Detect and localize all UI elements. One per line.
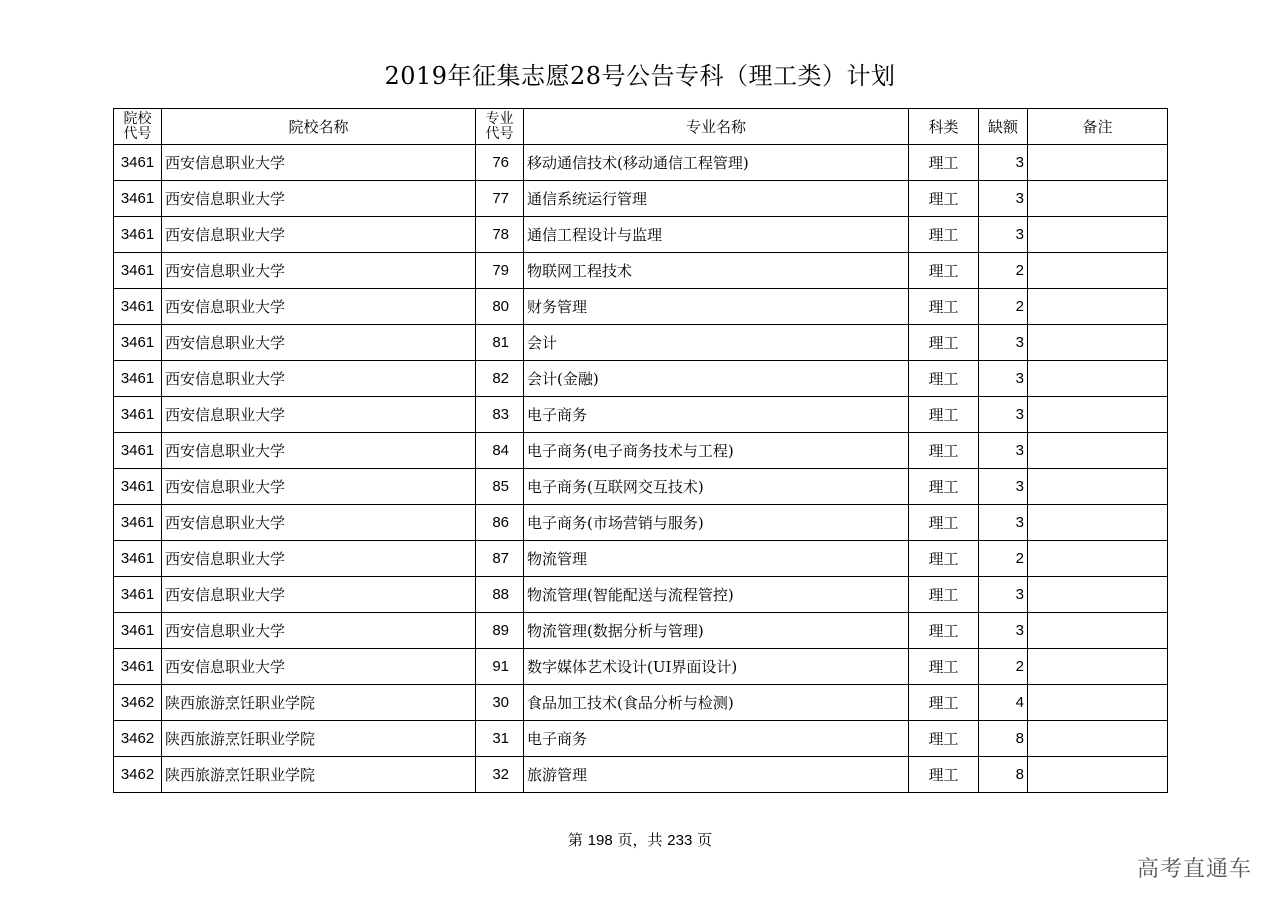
cell-school-name: 西安信息职业大学 xyxy=(162,289,476,325)
cell-major-name: 通信系统运行管理 xyxy=(524,181,909,217)
header-major-code-line1: 专业 xyxy=(485,110,514,127)
header-notes: 备注 xyxy=(1028,109,1168,145)
plan-table xyxy=(113,108,1168,793)
page-footer xyxy=(0,829,1280,850)
cell-major-name: 食品加工技术(食品分析与检测) xyxy=(524,685,909,721)
cell-school-name: 西安信息职业大学 xyxy=(162,433,476,469)
cell-vacancies: 3 xyxy=(979,145,1028,181)
cell-school-name: 西安信息职业大学 xyxy=(162,361,476,397)
cell-notes xyxy=(1028,253,1168,289)
table-row xyxy=(114,505,1168,541)
cell-vacancies: 2 xyxy=(979,253,1028,289)
cell-notes xyxy=(1028,469,1168,505)
cell-category: 理工 xyxy=(909,721,979,757)
cell-notes xyxy=(1028,541,1168,577)
header-major-name: 专业名称 xyxy=(524,109,909,145)
table-row xyxy=(114,685,1168,721)
cell-vacancies: 3 xyxy=(979,361,1028,397)
cell-vacancies: 2 xyxy=(979,649,1028,685)
cell-vacancies: 2 xyxy=(979,289,1028,325)
table-row xyxy=(114,397,1168,433)
cell-school-name: 西安信息职业大学 xyxy=(162,469,476,505)
cell-major-code: 77 xyxy=(476,181,524,217)
cell-school-code: 3461 xyxy=(114,649,162,685)
cell-major-code: 89 xyxy=(476,613,524,649)
table-row xyxy=(114,649,1168,685)
cell-vacancies: 3 xyxy=(979,397,1028,433)
cell-major-code: 76 xyxy=(476,145,524,181)
cell-major-name: 电子商务 xyxy=(524,397,909,433)
cell-major-code: 82 xyxy=(476,361,524,397)
cell-school-name: 陕西旅游烹饪职业学院 xyxy=(162,685,476,721)
cell-notes xyxy=(1028,361,1168,397)
cell-major-code: 86 xyxy=(476,505,524,541)
cell-school-code: 3461 xyxy=(114,217,162,253)
cell-school-name: 西安信息职业大学 xyxy=(162,253,476,289)
header-vacancies: 缺额 xyxy=(979,109,1028,145)
cell-category: 理工 xyxy=(909,397,979,433)
cell-school-code: 3461 xyxy=(114,469,162,505)
cell-major-code: 78 xyxy=(476,217,524,253)
current-page-number: 198 xyxy=(587,832,613,849)
header-major-code xyxy=(476,109,524,145)
table-header xyxy=(114,109,1168,145)
footer-suffix: 页 xyxy=(697,831,713,849)
cell-school-name: 西安信息职业大学 xyxy=(162,505,476,541)
cell-notes xyxy=(1028,181,1168,217)
cell-school-code: 3461 xyxy=(114,145,162,181)
header-major-code-line2: 代号 xyxy=(485,125,514,142)
cell-school-name: 西安信息职业大学 xyxy=(162,145,476,181)
table-row xyxy=(114,757,1168,793)
cell-major-name: 电子商务(市场营销与服务) xyxy=(524,505,909,541)
cell-notes xyxy=(1028,217,1168,253)
cell-vacancies: 3 xyxy=(979,181,1028,217)
cell-category: 理工 xyxy=(909,217,979,253)
cell-major-name: 移动通信技术(移动通信工程管理) xyxy=(524,145,909,181)
cell-school-code: 3461 xyxy=(114,505,162,541)
cell-major-code: 81 xyxy=(476,325,524,361)
cell-category: 理工 xyxy=(909,505,979,541)
cell-major-code: 31 xyxy=(476,721,524,757)
cell-school-code: 3462 xyxy=(114,757,162,793)
cell-major-name: 物流管理(数据分析与管理) xyxy=(524,613,909,649)
header-school-code xyxy=(114,109,162,145)
cell-major-name: 旅游管理 xyxy=(524,757,909,793)
table-body xyxy=(114,145,1168,793)
total-pages-number: 233 xyxy=(667,832,693,849)
cell-vacancies: 3 xyxy=(979,577,1028,613)
cell-category: 理工 xyxy=(909,649,979,685)
cell-category: 理工 xyxy=(909,433,979,469)
cell-major-name: 物联网工程技术 xyxy=(524,253,909,289)
header-school-code-line2: 代号 xyxy=(123,125,152,142)
cell-vacancies: 8 xyxy=(979,721,1028,757)
cell-major-name: 物流管理 xyxy=(524,541,909,577)
table-row xyxy=(114,361,1168,397)
header-category: 科类 xyxy=(909,109,979,145)
cell-school-name: 西安信息职业大学 xyxy=(162,577,476,613)
table-row xyxy=(114,433,1168,469)
cell-category: 理工 xyxy=(909,757,979,793)
table-row xyxy=(114,181,1168,217)
cell-category: 理工 xyxy=(909,325,979,361)
cell-category: 理工 xyxy=(909,145,979,181)
cell-school-code: 3461 xyxy=(114,181,162,217)
header-school-code-line1: 院校 xyxy=(123,110,152,127)
cell-notes xyxy=(1028,325,1168,361)
page-title: 2019年征集志愿28号公告专科（理工类）计划 xyxy=(384,62,896,90)
cell-school-name: 西安信息职业大学 xyxy=(162,397,476,433)
cell-school-name: 陕西旅游烹饪职业学院 xyxy=(162,757,476,793)
cell-vacancies: 3 xyxy=(979,217,1028,253)
cell-vacancies: 3 xyxy=(979,505,1028,541)
cell-major-name: 电子商务(互联网交互技术) xyxy=(524,469,909,505)
table-row xyxy=(114,145,1168,181)
cell-category: 理工 xyxy=(909,361,979,397)
cell-notes xyxy=(1028,289,1168,325)
cell-school-name: 西安信息职业大学 xyxy=(162,217,476,253)
cell-school-name: 西安信息职业大学 xyxy=(162,649,476,685)
cell-school-name: 陕西旅游烹饪职业学院 xyxy=(162,721,476,757)
table-row xyxy=(114,721,1168,757)
cell-category: 理工 xyxy=(909,253,979,289)
cell-school-code: 3461 xyxy=(114,613,162,649)
cell-notes xyxy=(1028,721,1168,757)
table-row xyxy=(114,253,1168,289)
cell-category: 理工 xyxy=(909,613,979,649)
cell-notes xyxy=(1028,433,1168,469)
cell-school-code: 3461 xyxy=(114,325,162,361)
cell-major-code: 85 xyxy=(476,469,524,505)
cell-school-code: 3462 xyxy=(114,721,162,757)
cell-school-name: 西安信息职业大学 xyxy=(162,181,476,217)
cell-category: 理工 xyxy=(909,577,979,613)
cell-notes xyxy=(1028,577,1168,613)
cell-school-code: 3461 xyxy=(114,289,162,325)
cell-school-code: 3462 xyxy=(114,685,162,721)
cell-major-name: 会计 xyxy=(524,325,909,361)
cell-school-name: 西安信息职业大学 xyxy=(162,613,476,649)
footer-prefix: 第 xyxy=(567,831,583,849)
cell-school-code: 3461 xyxy=(114,541,162,577)
table-row xyxy=(114,613,1168,649)
cell-major-code: 30 xyxy=(476,685,524,721)
cell-vacancies: 3 xyxy=(979,469,1028,505)
cell-vacancies: 4 xyxy=(979,685,1028,721)
cell-major-name: 通信工程设计与监理 xyxy=(524,217,909,253)
cell-major-code: 88 xyxy=(476,577,524,613)
cell-major-code: 83 xyxy=(476,397,524,433)
cell-major-name: 物流管理(智能配送与流程管控) xyxy=(524,577,909,613)
cell-category: 理工 xyxy=(909,541,979,577)
cell-school-name: 西安信息职业大学 xyxy=(162,325,476,361)
cell-notes xyxy=(1028,145,1168,181)
cell-school-code: 3461 xyxy=(114,433,162,469)
cell-major-name: 财务管理 xyxy=(524,289,909,325)
cell-notes xyxy=(1028,649,1168,685)
cell-notes xyxy=(1028,757,1168,793)
cell-school-code: 3461 xyxy=(114,253,162,289)
cell-school-code: 3461 xyxy=(114,577,162,613)
cell-notes xyxy=(1028,397,1168,433)
cell-notes xyxy=(1028,685,1168,721)
cell-major-name: 电子商务(电子商务技术与工程) xyxy=(524,433,909,469)
cell-vacancies: 8 xyxy=(979,757,1028,793)
table-row xyxy=(114,541,1168,577)
header-school-name: 院校名称 xyxy=(162,109,476,145)
cell-school-code: 3461 xyxy=(114,397,162,433)
cell-vacancies: 3 xyxy=(979,325,1028,361)
table-row xyxy=(114,469,1168,505)
cell-major-code: 84 xyxy=(476,433,524,469)
table-row xyxy=(114,577,1168,613)
cell-school-code: 3461 xyxy=(114,361,162,397)
cell-vacancies: 3 xyxy=(979,433,1028,469)
cell-major-name: 会计(金融) xyxy=(524,361,909,397)
table-row xyxy=(114,325,1168,361)
cell-category: 理工 xyxy=(909,685,979,721)
cell-category: 理工 xyxy=(909,289,979,325)
cell-major-code: 87 xyxy=(476,541,524,577)
table-row xyxy=(114,217,1168,253)
cell-major-code: 80 xyxy=(476,289,524,325)
cell-notes xyxy=(1028,505,1168,541)
cell-major-code: 32 xyxy=(476,757,524,793)
cell-category: 理工 xyxy=(909,181,979,217)
cell-school-name: 西安信息职业大学 xyxy=(162,541,476,577)
footer-middle: 页，共 xyxy=(617,831,663,849)
watermark: 高考直通车 xyxy=(1136,857,1252,882)
cell-vacancies: 3 xyxy=(979,613,1028,649)
cell-major-code: 91 xyxy=(476,649,524,685)
cell-category: 理工 xyxy=(909,469,979,505)
table-row xyxy=(114,289,1168,325)
cell-major-name: 数字媒体艺术设计(UI界面设计) xyxy=(524,649,909,685)
cell-major-code: 79 xyxy=(476,253,524,289)
cell-major-name: 电子商务 xyxy=(524,721,909,757)
cell-vacancies: 2 xyxy=(979,541,1028,577)
cell-notes xyxy=(1028,613,1168,649)
